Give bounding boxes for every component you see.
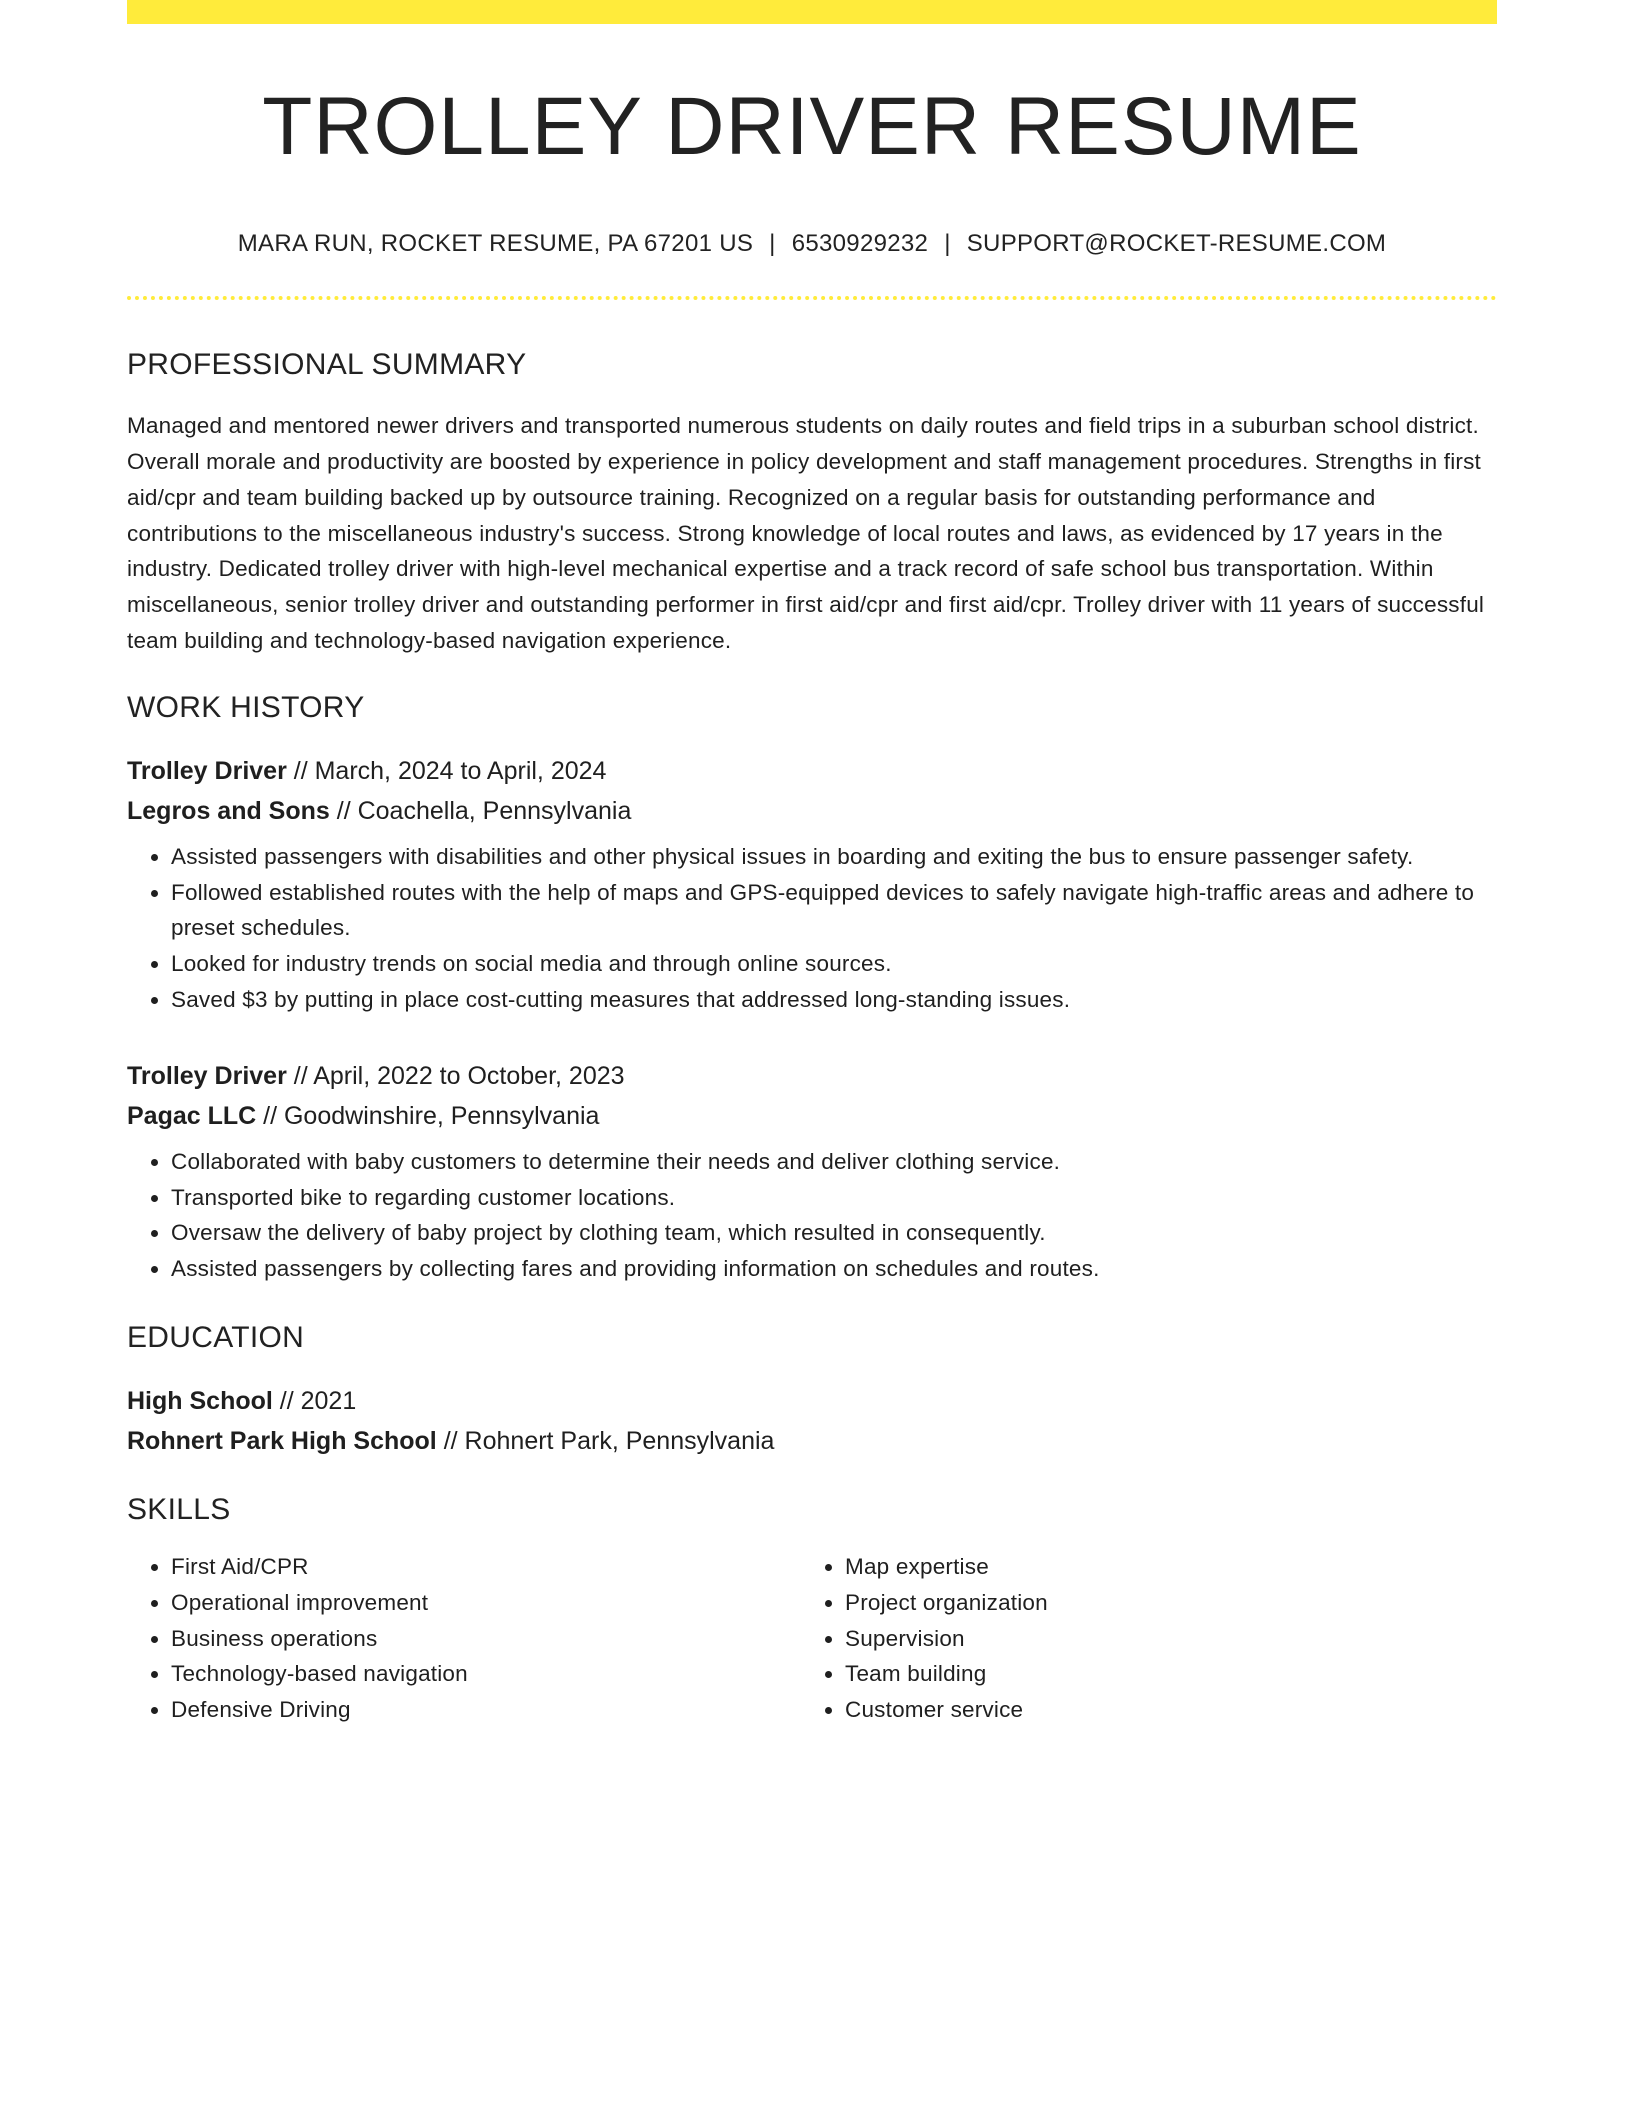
summary-heading: PROFESSIONAL SUMMARY	[127, 348, 527, 382]
job-bullets	[127, 839, 1497, 1018]
job-bullet: • Followed established routes with the help of maps and GPS-equipped devices to safely navigate high-traffic areas and adhere to preset schedules.	[171, 875, 1497, 947]
skill-item: • Supervision	[845, 1621, 1475, 1657]
job-dates: // April, 2022 to October, 2023	[286, 1061, 625, 1090]
education-entry	[127, 1381, 1497, 1461]
skills-list	[127, 1549, 1497, 1728]
skill-item: • Customer service	[845, 1692, 1475, 1728]
skill-item: • Operational improvement	[171, 1585, 801, 1621]
contact-separator: |	[944, 230, 951, 258]
skill-item: • Technology-based navigation	[171, 1656, 801, 1692]
summary-text: Managed and mentored newer drivers and transported numerous students on daily routes and field trips in a suburban school district. Overall morale and productivity are boosted by experience in policy development and staff management procedures. Strengths in first aid/cpr and team building backed up by outsource training. Recognized on a regular basis for outstanding performance and contributions to the miscellaneous industry's success. Strong knowledge of local routes and laws, as evidenced by 17 years in the industry. Dedicated trolley driver with high-level mechanical expertise and a track record of safe school bus transportation. Within miscellaneous, senior trolley driver and outstanding performer in first aid/cpr and first aid/cpr. Trolley driver with 11 years of successful team building and technology-based navigation experience.	[127, 413, 1485, 653]
job-bullet: • Collaborated with baby customers to determine their needs and deliver clothing service.	[171, 1144, 1497, 1180]
job-entry	[127, 1056, 1497, 1287]
job-bullet: • Saved $3 by putting in place cost-cutting measures that addressed long-standing issues.	[171, 982, 1497, 1018]
skills-column-left	[127, 1549, 801, 1728]
skill-item: • Team building	[845, 1656, 1475, 1692]
job-bullet: • Looked for industry trends on social media and through online sources.	[171, 946, 1497, 982]
job-title: Trolley Driver	[127, 756, 287, 785]
job-bullet: • Oversaw the delivery of baby project by clothing team, which resulted in consequently.	[171, 1215, 1497, 1251]
job-entry	[127, 751, 1497, 1018]
education-degree: High School	[127, 1386, 273, 1415]
education-school-line	[127, 1421, 1497, 1461]
education-year: // 2021	[272, 1386, 357, 1415]
education-school: Rohnert Park High School	[127, 1426, 437, 1455]
top-accent-bar	[127, 0, 1497, 24]
job-dates: // March, 2024 to April, 2024	[286, 756, 607, 785]
education-location: // Rohnert Park, Pennsylvania	[436, 1426, 775, 1455]
dotted-divider	[127, 296, 1497, 300]
contact-email: SUPPORT@ROCKET-RESUME.COM	[966, 230, 1387, 258]
resume-title: TROLLEY DRIVER RESUME	[262, 81, 1362, 172]
contact-address: MARA RUN, ROCKET RESUME, PA 67201 US	[237, 230, 754, 258]
job-company-line	[127, 1096, 1497, 1136]
job-title: Trolley Driver	[127, 1061, 287, 1090]
skills-column-right	[801, 1549, 1475, 1728]
job-bullet: • Assisted passengers by collecting fares and providing information on schedules and routes.	[171, 1251, 1497, 1287]
contact-phone: 6530929232	[791, 230, 929, 258]
skills-heading: SKILLS	[127, 1492, 231, 1526]
job-location: // Goodwinshire, Pennsylvania	[256, 1101, 600, 1130]
skill-item: • First Aid/CPR	[171, 1549, 801, 1585]
job-bullets	[127, 1144, 1497, 1287]
work-history-heading: WORK HISTORY	[127, 690, 365, 724]
skill-item: • Project organization	[845, 1585, 1475, 1621]
job-bullet: • Transported bike to regarding customer locations.	[171, 1180, 1497, 1216]
job-location: // Coachella, Pennsylvania	[329, 796, 632, 825]
contact-line	[127, 230, 1497, 258]
job-company: Legros and Sons	[127, 796, 330, 825]
contact-separator: |	[769, 230, 776, 258]
skill-item: • Defensive Driving	[171, 1692, 801, 1728]
skill-item: • Map expertise	[845, 1549, 1475, 1585]
resume-page	[127, 0, 1497, 1728]
job-bullet: • Assisted passengers with disabilities and other physical issues in boarding and exiting the bus to ensure passenger safety.	[171, 839, 1497, 875]
job-title-line	[127, 751, 1497, 791]
skill-item: • Business operations	[171, 1621, 801, 1657]
job-company: Pagac LLC	[127, 1101, 257, 1130]
job-company-line	[127, 791, 1497, 831]
job-title-line	[127, 1056, 1497, 1096]
education-heading: EDUCATION	[127, 1320, 305, 1354]
education-degree-line	[127, 1381, 1497, 1421]
